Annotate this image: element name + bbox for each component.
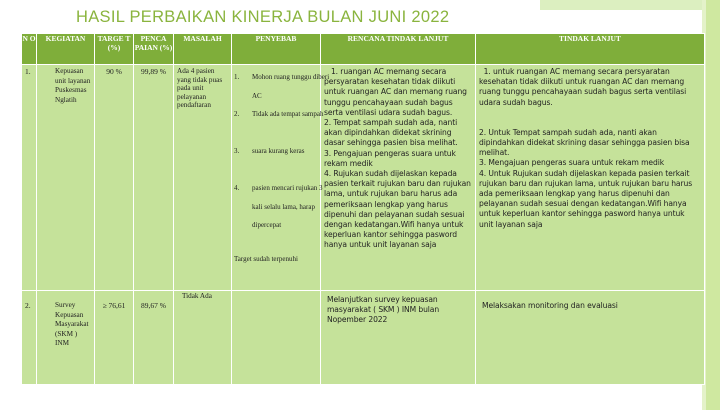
- rencana-cell: [321, 65, 476, 291]
- penyebab-item-text: Tidak ada tempat sampah: [252, 110, 324, 118]
- performance-table: [21, 33, 705, 385]
- penyebab-item-text: pasien mencari rujukan 3 kali selalu lama, harap dipercepat: [252, 184, 323, 229]
- rencana-cell: [321, 291, 476, 385]
- penyebab-item-number: 1.: [234, 73, 240, 81]
- pencapaian-cell: 99,89 %: [134, 65, 174, 291]
- penyebab-item-number: 3.: [234, 147, 240, 155]
- target-cell: 90 %: [95, 65, 134, 291]
- header-target: TARGE T (%): [95, 34, 134, 65]
- table-row: [22, 65, 705, 291]
- tindak-paragraph: 3. Mengajuan pengeras suara untuk rekam medik: [479, 158, 665, 168]
- pencapaian-text: 89,67 %: [141, 301, 166, 310]
- kegiatan-cell: Kepuasan unit layanan Puskesmas Nglatih: [37, 65, 95, 291]
- penyebab-item-text: suara kurang keras: [252, 147, 305, 155]
- masalah-text: Tidak Ada: [182, 292, 212, 300]
- masalah-cell: [174, 291, 232, 385]
- rencana-paragraph: 4. Rujukan sudah dijelaskan kepada pasien terkait rujukan baru dan rujukan lama, untuk rujukan baru harus ada pemeriksaan lengkap yang harus dipenuhi dan pelayanan sudah sesuai dengan kedatangan.Wifi hanya untuk keperluan kantor sehingga pasword hanya untuk unit layanan saja: [324, 169, 471, 250]
- penyebab-item-text: Mohon ruang tunggu diberi AC: [252, 73, 330, 100]
- rencana-text: Melanjutkan survey kepuasan masyarakat ( SKM ) INM bulan Nopember 2022: [327, 295, 440, 325]
- table-row: [22, 291, 705, 385]
- row-number: [22, 291, 37, 385]
- pencapaian-cell: [134, 291, 174, 385]
- target-cell: [95, 291, 134, 385]
- header-rencana: RENCANA TINDAK LANJUT: [321, 34, 476, 65]
- header-no: N O: [22, 34, 37, 65]
- top-decoration: [540, 0, 720, 10]
- penyebab-target-note: Target sudah terpenuhi: [234, 255, 298, 263]
- row-number: 1.: [22, 65, 37, 291]
- table-header-row: [22, 34, 705, 65]
- header-kegiatan: KEGIATAN: [37, 34, 95, 65]
- tindak-paragraph: 2. Untuk Tempat sampah sudah ada, nanti akan dipindahkan didekat skrining dasar sehingga pasien bisa melihat.: [479, 127, 690, 158]
- row-number-text: 2.: [25, 301, 31, 310]
- tindak-spacer: [479, 108, 701, 128]
- tindak-text: Melaksakan monitoring dan evaluasi: [482, 301, 618, 310]
- tindak-lanjut-cell: [476, 65, 705, 291]
- header-penyebab: PENYEBAB: [232, 34, 321, 65]
- tindak-lanjut-cell: [476, 291, 705, 385]
- penyebab-cell: [232, 291, 321, 385]
- penyebab-item-number: 2.: [234, 110, 240, 118]
- rencana-paragraph: 1. ruangan AC memang secara persyaratan kesehatan tidak diikuti untuk ruangan AC dan memang ruang tunggu pencahayaan sudah bagus serta ventilasi udara sudah bagus.: [324, 67, 470, 117]
- kegiatan-text: Survey Kepuasan Masyarakat (SKM ) INM: [55, 301, 89, 348]
- page-title: HASIL PERBAIKAN KINERJA BULAN JUNI 2022: [76, 8, 450, 26]
- penyebab-item-number: 4.: [234, 184, 240, 192]
- header-masalah: MASALAH: [174, 34, 232, 65]
- rencana-paragraph: 3. Pengajuan pengeras suara untuk rekam medik: [324, 148, 456, 168]
- tindak-paragraph: 1. untuk ruangan AC memang secara persyaratan kesehatan tidak diikuti untuk ruangan AC dan memang ruang tunggu pencahayaan sudah bagus serta ventilasi udara sudah bagus.: [479, 67, 689, 107]
- header-tindak-lanjut: TINDAK LANJUT: [476, 34, 705, 65]
- kegiatan-cell: [37, 291, 95, 385]
- penyebab-cell: [232, 65, 330, 291]
- target-text: ≥ 76,61: [102, 301, 126, 310]
- rencana-paragraph: 2. Tempat sampah sudah ada, nanti akan dipindahkan didekat skrining dasar sehingga pasien bisa melihat.: [324, 118, 458, 148]
- tindak-paragraph: 4. Untuk Rujukan sudah dijelaskan kepada pasien terkait rujukan baru dan rujukan lama, untuk rujukan baru harus ada pemeriksaan lengkap yang harus dipenuhi dan pelayanan sudah sesuai dengan kedatangan.Wifi hanya untuk keperluan kantor sehingga pasword hanya untuk unit layanan saja: [479, 168, 693, 229]
- masalah-cell: Ada 4 pasien yang tidak puas pada unit pelayanan pendaftaran: [174, 65, 232, 291]
- header-pencapaian: PENCA PAIAN (%): [134, 34, 174, 65]
